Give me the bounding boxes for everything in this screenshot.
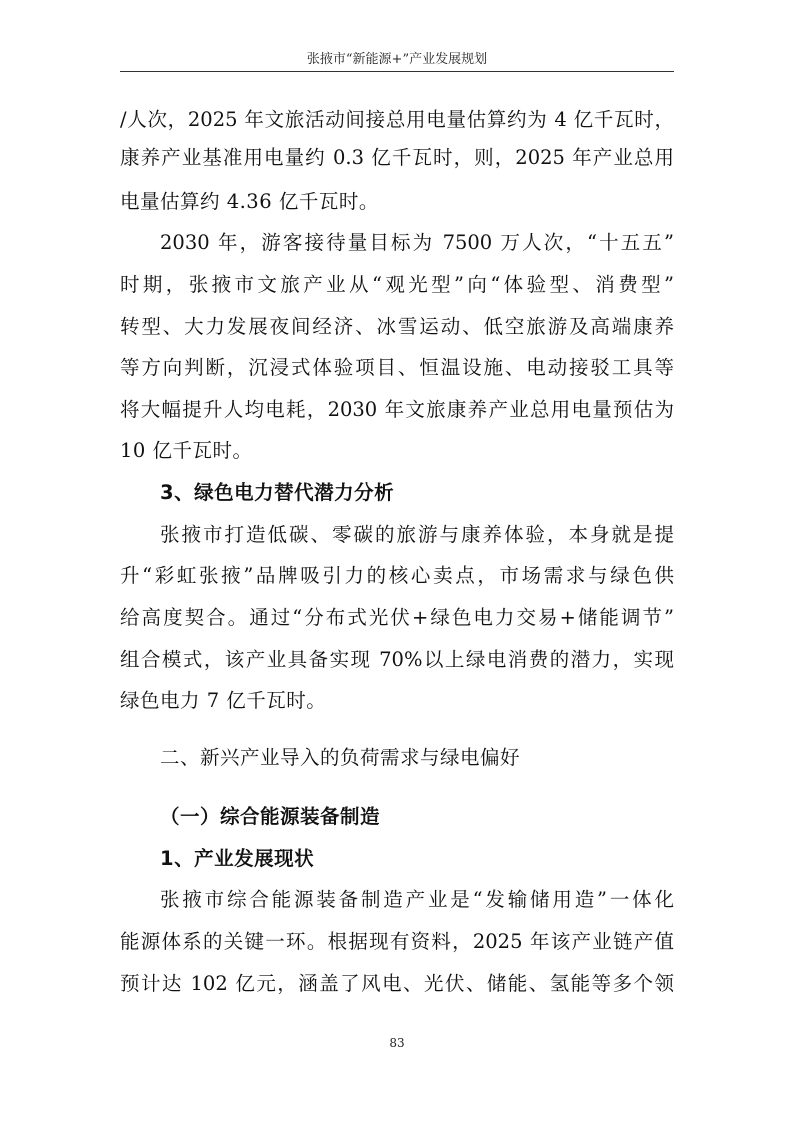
body-line: 2030 年，游客接待量目标为 7500 万人次，“十五五” <box>160 231 674 254</box>
body-line: 绿色电力 7 亿千瓦时。 <box>120 689 327 712</box>
body-line: 升“彩虹张掖”品牌吸引力的核心卖点，市场需求与绿色供 <box>120 564 674 587</box>
body-line: 将大幅提升人均电耗，2030 年文旅康养产业总用电量预估为 <box>120 398 674 421</box>
body-line: 转型、大力发展夜间经济、冰雪运动、低空旅游及高端康养 <box>120 315 674 338</box>
body-line: 组合模式，该产业具备实现 70%以上绿电消费的潜力，实现 <box>120 648 674 671</box>
page-number: 83 <box>389 1036 405 1050</box>
subsection-heading: （一）综合能源装备制造 <box>160 805 381 828</box>
body-line: 等方向判断，沉浸式体验项目、恒温设施、电动接驳工具等 <box>120 356 674 379</box>
header-rule <box>120 71 674 72</box>
body-line: 给高度契合。通过“分布式光伏+绿色电力交易+储能调节” <box>120 606 674 629</box>
body-line: 能源体系的关键一环。根据现有资料，2025 年该产业链产值 <box>120 930 674 953</box>
section-heading: 1、产业发展现状 <box>160 847 315 870</box>
body-line: 电量估算约 4.36 亿千瓦时。 <box>120 190 379 213</box>
chapter-heading: 二、新兴产业导入的负荷需求与绿电偏好 <box>160 746 521 769</box>
body-line: 预计达 102 亿元，涵盖了风电、光伏、储能、氢能等多个领 <box>120 972 674 995</box>
body-line: 张掖市综合能源装备制造产业是“发输储用造”一体化 <box>160 888 674 911</box>
body-line: /人次，2025 年文旅活动间接总用电量估算约为 4 亿千瓦时， <box>120 108 674 131</box>
body-line: 时期，张掖市文旅产业从“观光型”向“体验型、消费型” <box>120 273 674 296</box>
body-line: 张掖市打造低碳、零碳的旅游与康养体验，本身就是提 <box>160 523 674 546</box>
section-heading: 3、绿色电力替代潜力分析 <box>160 481 395 504</box>
running-header: 张掖市“新能源+”产业发展规划 <box>306 52 488 67</box>
body-line: 康养产业基准用电量约 0.3 亿千瓦时，则，2025 年产业总用 <box>120 146 674 169</box>
body-line: 10 亿千瓦时。 <box>120 439 253 462</box>
